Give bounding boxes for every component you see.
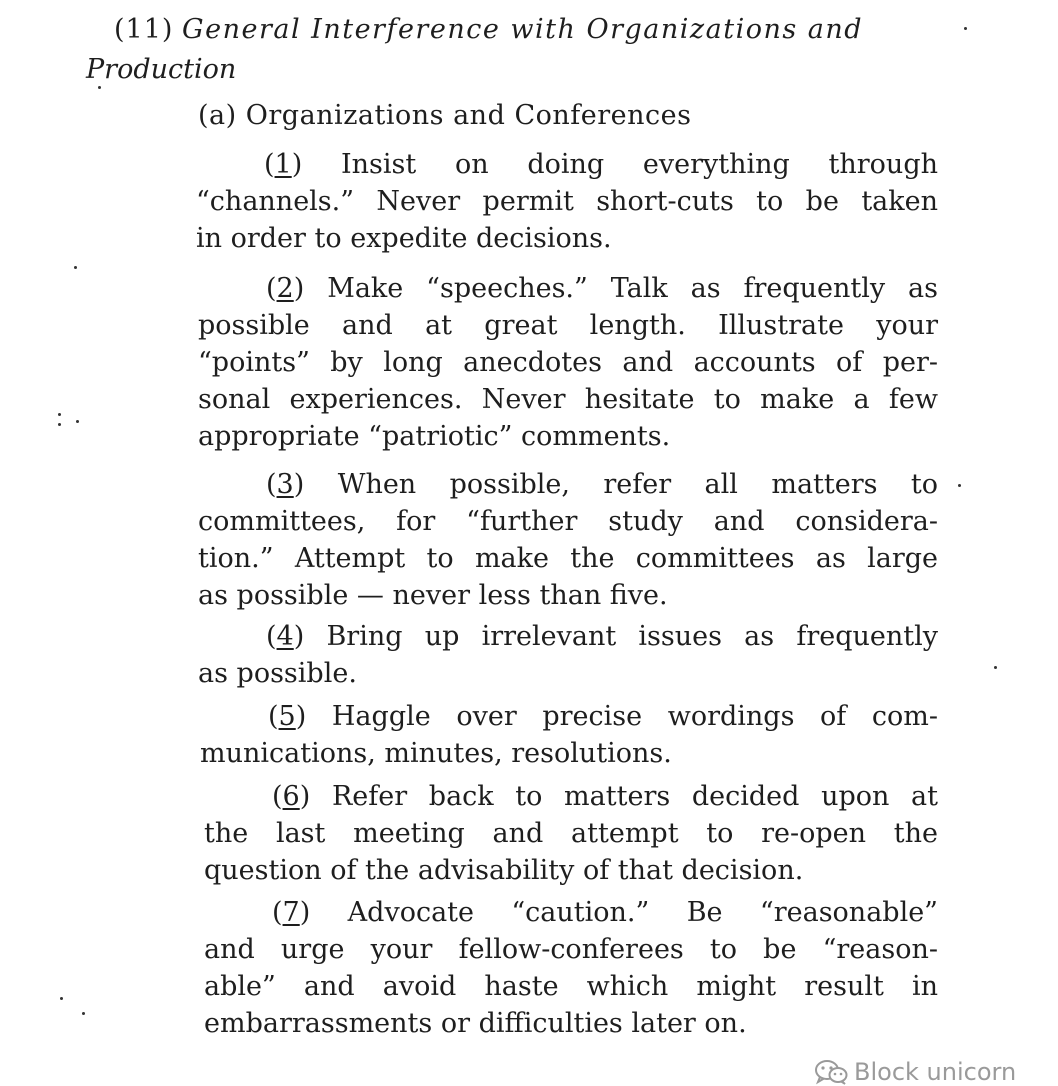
item-line: (4) Bring up irrelevant issues as frequently: [266, 621, 938, 652]
item-index: 5: [278, 701, 296, 732]
item-text: Make “speeches.” Talk as frequently as: [327, 273, 938, 304]
item-line: the last meeting and attempt to re-open the: [204, 818, 938, 849]
item-index: 6: [282, 781, 300, 812]
watermark-text: Block unicorn: [854, 1058, 1017, 1086]
section-number: (11): [114, 14, 174, 45]
item-line: question of the advisability of that decision.: [204, 855, 804, 886]
item-index: 3: [276, 469, 294, 500]
item-line: possible and at great length. Illustrate your: [198, 310, 938, 341]
item-text: Haggle over precise wordings of com-: [331, 701, 938, 732]
item-1: [196, 146, 938, 257]
section-heading-line-1: [86, 10, 936, 50]
scan-speck: [964, 27, 967, 30]
scan-speck: [76, 420, 79, 423]
scan-speck: [958, 484, 961, 487]
item-line: in order to expedite decisions.: [196, 223, 612, 254]
item-4: [198, 618, 938, 692]
item-line: (2) Make “speeches.” Talk as frequently as: [266, 273, 938, 304]
scan-speck: [82, 1012, 85, 1015]
item-5: [200, 698, 938, 772]
item-line: munications, minutes, resolutions.: [200, 738, 672, 769]
item-line: “channels.” Never permit short-cuts to be taken: [196, 186, 938, 217]
section-heading: [86, 10, 936, 90]
item-line: and urge your fellow-conferees to be “reason-: [204, 934, 938, 965]
scan-speck: [60, 997, 63, 1000]
scan-speck: [98, 86, 101, 89]
wechat-icon: [814, 1059, 848, 1085]
item-text: When possible, refer all matters to: [337, 469, 938, 500]
item-line: as possible — never less than five.: [198, 580, 668, 611]
item-line: able” and avoid haste which might result in: [204, 971, 938, 1002]
item-line: committees, for “further study and considera-: [198, 506, 938, 537]
item-line: (3) When possible, refer all matters to: [266, 469, 938, 500]
item-line: (7) Advocate “caution.” Be “reasonable”: [272, 897, 938, 928]
section-title-part-2: Production: [86, 54, 237, 85]
item-line: “points” by long anecdotes and accounts of per-: [198, 347, 938, 378]
scan-speck: [58, 413, 61, 416]
scan-speck: [74, 266, 77, 269]
scan-speck: [994, 666, 997, 669]
item-line: appropriate “patriotic” comments.: [198, 421, 671, 452]
scan-speck: [58, 423, 61, 426]
item-text: Advocate “caution.” Be “reasonable”: [347, 897, 938, 928]
item-7: [204, 894, 938, 1042]
item-text: Refer back to matters decided upon at: [331, 781, 939, 812]
item-index: 1: [274, 149, 292, 180]
item-line: (6) Refer back to matters decided upon at: [272, 781, 939, 812]
item-text: Bring up irrelevant issues as frequently: [326, 621, 938, 652]
item-line: (1) Insist on doing everything through: [264, 149, 938, 180]
section-title-part-1: General Interference with Organizations and: [182, 14, 864, 45]
subsection-heading: (a) Organizations and Conferences: [198, 100, 692, 131]
item-text: Insist on doing everything through: [341, 149, 938, 180]
item-line: (5) Haggle over precise wordings of com-: [268, 701, 938, 732]
watermark: [814, 1054, 1016, 1086]
item-index: 4: [276, 621, 294, 652]
item-index: 7: [282, 897, 300, 928]
item-2: [198, 270, 938, 455]
item-6: [204, 778, 938, 889]
item-index: 2: [276, 273, 294, 304]
item-line: sonal experiences. Never hesitate to make a few: [198, 384, 938, 415]
item-line: tion.” Attempt to make the committees as large: [198, 543, 938, 574]
item-line: embarrassments or difficulties later on.: [204, 1008, 747, 1039]
item-line: as possible.: [198, 658, 357, 689]
item-3: [198, 466, 938, 614]
